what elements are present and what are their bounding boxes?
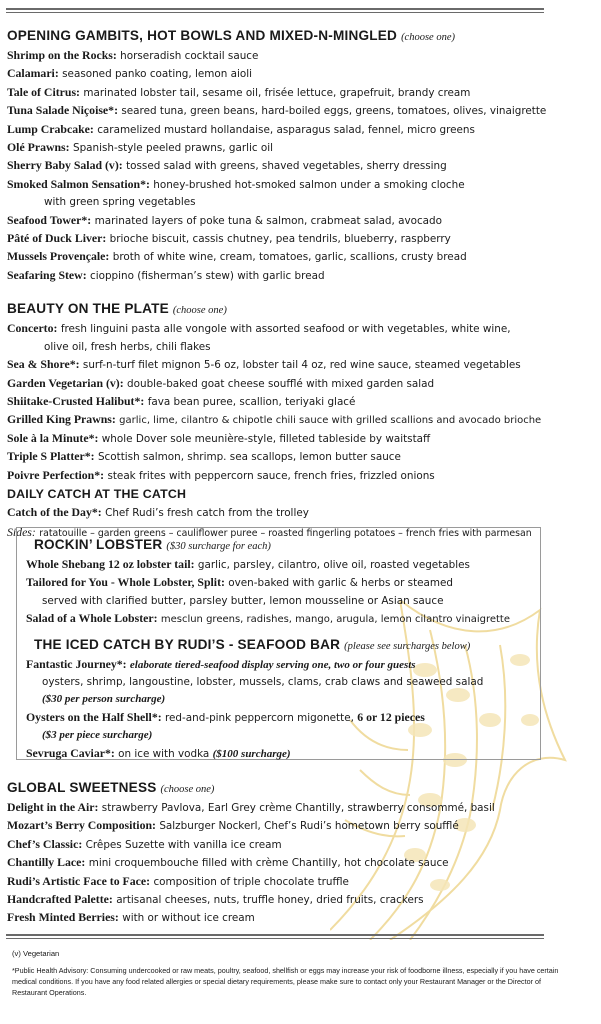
top-rule [6,8,544,10]
section-title-lobster: ROCKIN’ LOBSTER ($30 surcharge for each) [34,537,271,552]
section-title-gambits: OPENING GAMBITS, HOT BOWLS AND MIXED-N-MINGLED (choose one) [7,28,455,43]
list-item: Tale of Citrus: marinated lobster tail, sesame oil, frisée lettuce, grapefruit, brandy cream [7,84,471,99]
section-title-beauty: BEAUTY ON THE PLATE (choose one) [7,301,227,317]
list-item: Sole à la Minute*: whole Dover sole meunière-style, filleted tableside by waitstaff [7,430,431,445]
sweet-menu [7,778,559,928]
list-item: Chantilly Lace: mini croquembouche filled with crème Chantilly, hot chocolate sauce [7,855,449,870]
list-item: Rudi’s Artistic Face to Face: composition of triple chocolate truffle [7,873,349,888]
list-item: Triple S Platter*: Scottish salmon, shrimp. sea scallops, lemon butter sauce [7,449,401,464]
list-item: Sea & Shore*: surf-n-turf filet mignon 5-6 oz, lobster tail 4 oz, red wine sauce, steamed vegetables [7,357,521,372]
list-item: Chef’s Classic: Crêpes Suzette with vanilla ice cream [7,836,282,851]
footer [12,948,572,998]
list-item-continuation: oysters, shrimp, langoustine, lobster, mussels, clams, crab claws and seaweed salad [42,676,484,689]
list-item: Salad of a Whole Lobster: mesclun greens, radishes, mango, arugula, lemon cilantro vinaigrette [26,611,510,626]
list-item: Seafaring Stew: cioppino (fisherman’s stew) with garlic bread [7,267,325,282]
list-item: Poivre Perfection*: steak frites with peppercorn sauce, french fries, frizzled onions [7,467,435,482]
price-note: ($3 per piece surcharge) [42,729,153,742]
list-item-continuation: olive oil, fresh herbs, chili flakes [44,340,211,353]
health-advisory: *Public Health Advisory: Consuming undercooked or raw meats, poultry, seafood, shellfish or eggs may increase your risk of foodborne illness, especially if you have certain medical conditions. If you have any food related allergies or special dietary requirements, please make sure to contact only your Restaurant Manager or the Director of Restaurant Operations. [12,966,559,997]
list-item: Calamari: seasoned panko coating, lemon aioli [7,66,253,81]
list-item: Sherry Baby Salad (v): tossed salad with greens, shaved vegetables, sherry dressing [7,158,447,173]
list-item: Mussels Provençale: broth of white wine, cream, tomatoes, garlic, scallions, crusty bread [7,249,467,264]
list-item: Tuna Salade Niçoise*: seared tuna, green beans, hard-boiled eggs, greens, tomatoes, olives, vinaigrette [7,103,547,118]
list-item: Grilled King Prawns: garlic, lime, cilantro & chipotle chili sauce with grilled scallions and avocado brioche [7,412,542,427]
section-title-iced: THE ICED CATCH BY RUDI’S - SEAFOOD BAR (please see surcharges below) [34,636,471,652]
list-item: Tailored for You - Whole Lobster, Split: oven-baked with garlic & herbs or steamed [26,575,454,590]
list-item-continuation: with green spring vegetables [44,196,196,209]
list-item: Shrimp on the Rocks: horseradish cocktail sauce [7,48,259,62]
list-item: Garden Vegetarian (v): double-baked goat cheese soufflé with mixed garden salad [7,375,435,390]
gambits-list [7,47,559,285]
list-item: Fantastic Journey*: elaborate tiered-seafood display serving one, two or four guests [26,656,416,671]
beauty-list [7,320,559,485]
list-item: Oysters on the Half Shell*: red-and-pink peppercorn migonette, 6 or 12 pieces [26,709,425,724]
list-item: Handcrafted Palette: artisanal cheeses, nuts, truffle honey, dried fruits, crackers [7,892,424,907]
bottom-rule [6,934,544,936]
list-item: Olé Prawns: Spanish-style peeled prawns, garlic oil [7,140,274,155]
list-item: Sevruga Caviar*: on ice with vodka ($100 surcharge) [26,745,291,760]
list-item: Seafood Tower*: marinated layers of poke tuna & salmon, crabmeat salad, avocado [7,212,442,227]
section-title-sweet: GLOBAL SWEETNESS (choose one) [7,780,215,795]
vegetarian-legend: (v) Vegetarian [12,949,60,958]
section-title-daily: DAILY CATCH AT THE CATCH [7,486,187,501]
lobster-seafood-box [16,527,541,760]
list-item: Smoked Salmon Sensation*: honey-brushed hot-smoked salmon under a smoking cloche [7,176,465,191]
list-item: Lump Crabcake: caramelized mustard hollandaise, asparagus salad, fennel, micro greens [7,121,475,136]
list-item: Shiitake-Crusted Halibut*: fava bean puree, scallion, teriyaki glacé [7,393,356,408]
top-rule-thin [6,12,544,13]
list-item: Whole Shebang 12 oz lobster tail: garlic, parsley, cilantro, olive oil, roasted vegetables [26,557,470,571]
price-note: ($30 per person surcharge) [42,693,166,706]
list-item: Mozart’s Berry Composition: Salzburger Nockerl, Chef’s Rudi’s hometown berry soufflé [7,818,459,833]
list-item: Fresh Minted Berries: with or without ice cream [7,910,255,925]
menu [7,26,559,543]
list-item: Concerto: fresh linguini pasta alle vongole with assorted seafood or with vegetables, white wine, [7,321,511,336]
list-item: Catch of the Day*: Chef Rudi’s fresh catch from the trolley [7,504,309,519]
list-item-continuation: served with clarified butter, parsley butter, lemon mousseline or Asian sauce [42,594,444,607]
sides-line: Sides: ratatouille – garden greens – cauliflower puree – roasted fingerling potatoes – french fries with parmesan [7,525,532,540]
list-item: Delight in the Air: strawberry Pavlova, Earl Grey crème Chantilly, strawberry consommé, basil [7,800,495,814]
list-item: Pâté of Duck Liver: brioche biscuit, cassis chutney, pea tendrils, blueberry, raspberry [7,231,451,246]
bottom-rule-thin [6,938,544,939]
